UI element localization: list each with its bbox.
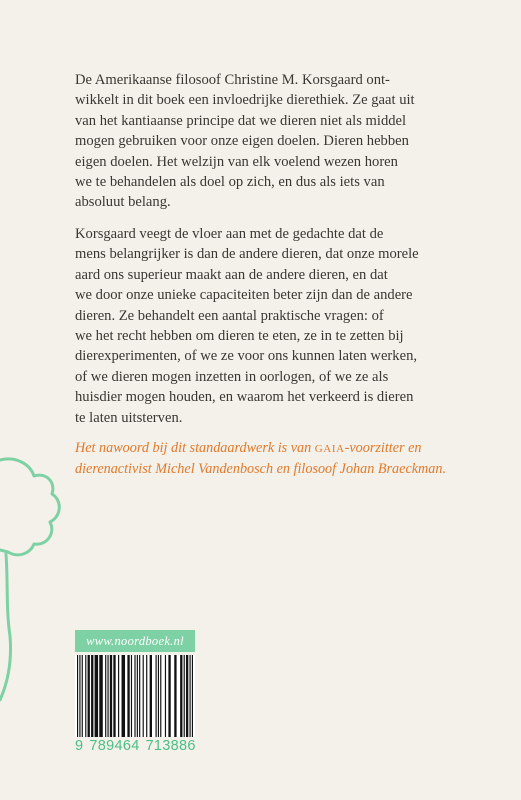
barcode-bar: [85, 655, 86, 737]
barcode-bar: [156, 655, 157, 737]
barcode-bar: [79, 655, 80, 737]
blurb-paragraph-2: Korsgaard veegt de vloer aan met de gedachte dat de mens belangrijker is dan de andere dieren, dat onze morele aard ons superieur maakt aan de andere dieren, en dat we door onze unieke capaciteiten beter zijn dan de andere dieren. Ze behandelt een aantal praktische vragen: of we het recht hebben om dieren te eten, ze in te zetten bij dierexperimenten, of we ze voor ons kunnen laten werken, of we dieren mogen inzetten in oorlogen, of we ze als huisdier mogen houden, en waarom het verkeerd is dieren te laten uitsterven.: [75, 226, 419, 426]
barcode-bar: [91, 655, 93, 737]
barcode-bar: [150, 655, 152, 737]
isbn-barcode: [75, 655, 195, 737]
barcode-bar: [174, 655, 176, 737]
barcode-bar: [139, 655, 140, 737]
barcode-bar: [180, 655, 182, 737]
barcode-bar: [131, 655, 132, 737]
barcode-bar: [158, 655, 159, 737]
barcode-bar: [168, 655, 170, 737]
barcode-bar: [110, 655, 112, 737]
barcode-bar: [146, 655, 147, 737]
barcode-bar: [186, 655, 188, 737]
tree-illustration: [0, 450, 80, 710]
barcode-bar: [127, 655, 129, 737]
barcode-bar: [105, 655, 106, 737]
org-name: GAIA: [314, 443, 345, 455]
barcode-bar: [160, 655, 161, 737]
barcode-bar: [88, 655, 90, 737]
barcode-bar: [99, 655, 103, 737]
barcode-bar: [134, 655, 135, 737]
barcode-bar: [95, 655, 99, 737]
barcode-bar: [192, 655, 193, 737]
barcode-bar: [107, 655, 108, 737]
barcode-bar: [113, 655, 115, 737]
publisher-website[interactable]: www.noordboek.nl: [75, 630, 195, 652]
barcode-bar: [165, 655, 166, 737]
barcode-bar: [122, 655, 126, 737]
barcode-bar: [184, 655, 185, 737]
afterword-note: Het nawoord bij dit standaardwerk is van GAIA-voorzitter en dierenactivist Michel Vandenbosch en filosoof Johan Braeckman.: [75, 440, 447, 478]
barcode-bar: [82, 655, 83, 737]
isbn-digits: 9 789464 713886: [75, 738, 196, 754]
barcode-bar: [143, 655, 144, 737]
blurb-paragraph-1: De Amerikaanse filosoof Christine M. Korsgaard ont- wikkelt in dit boek een invloedrijke dierethiek. Ze gaat uit van het kantiaanse principe dat we dieren niet als middel mogen gebruiken voor onze eigen doelen. Dieren hebben eigen doelen. Het welzijn van elk voelend wezen horen we te behandelen als doel op zich, en dus als iets van absoluut belang.: [75, 72, 415, 211]
barcode-bar: [118, 655, 119, 737]
barcode-bar: [77, 655, 78, 737]
barcode-bar: [137, 655, 138, 737]
barcode-bar: [189, 655, 190, 737]
